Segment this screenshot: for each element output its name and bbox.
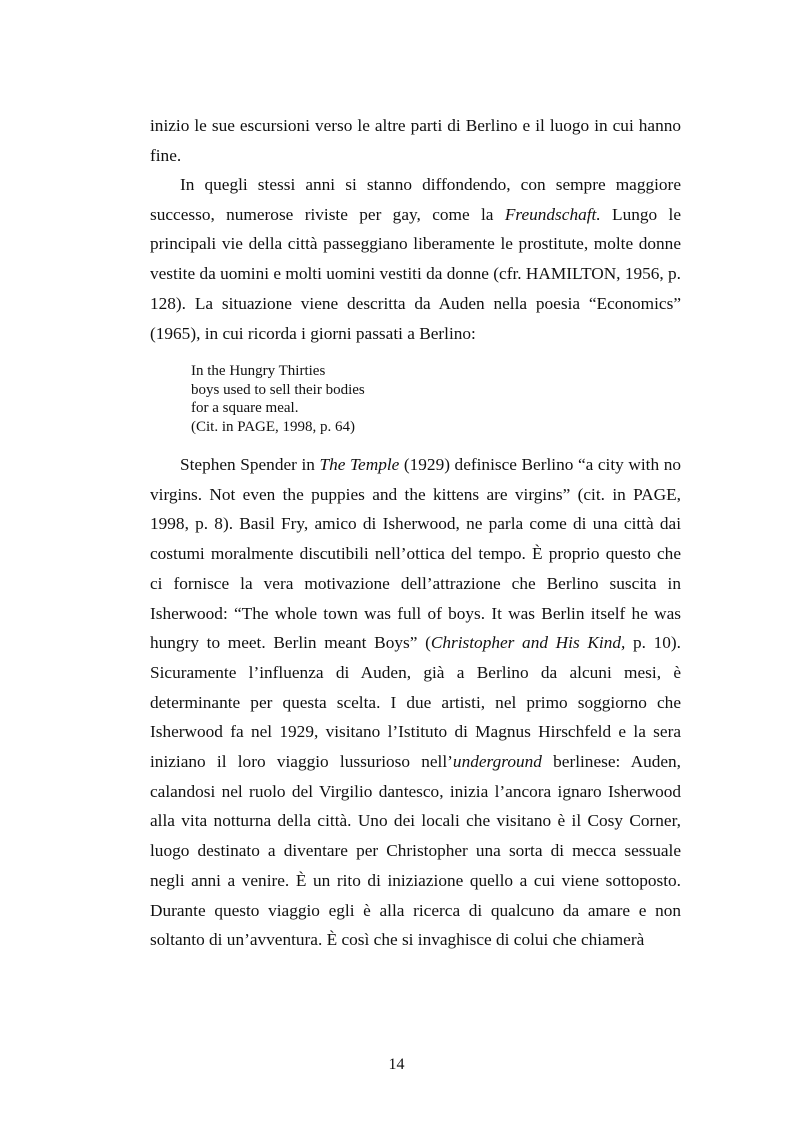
text-span: In quegli stessi anni si stanno diffondendo, con sempre maggiore successo, numerose riviste per gay, come la: [150, 175, 681, 224]
italic-title: Christopher and His Kind,: [430, 633, 626, 653]
paragraph-text: inizio le sue escursioni verso le altre parti di Berlino e il luogo in cui hanno fine.: [150, 116, 681, 165]
block-quote: [191, 362, 365, 436]
paragraph-text: [150, 170, 681, 348]
text-span: berlinese: Auden, calandosi nel ruolo del Virgilio dantesco, inizia l’ancora ignaro Isherwood alla vita notturna della città. Uno dei locali che visitano è il Cosy Corner, luogo destinato a diventare per Christopher una sorta di mecca sessuale negli anni a venire. È un rito di iniziazione quello a cui viene sottoposto. Durante questo viaggio egli è alla ricerca di qualcuno da amare e non soltanto di un’avventura. È così che si invaghisce di colui che chiamerà: [150, 752, 681, 950]
italic-title: Freundschaft.: [504, 204, 601, 224]
paragraph-text: [150, 450, 681, 955]
paragraph-continuation: [150, 111, 681, 170]
page-number: 14: [388, 1056, 405, 1073]
quote-line: In the Hungry Thirties: [191, 363, 326, 379]
text-span: p. 10). Sicuramente l’influenza di Auden, già a Berlino da alcuni mesi, è determinante per questa scelta. I due artisti, nel primo soggiorno che Isherwood fa nel 1929, visitano l’Istituto di Magnus Hirschfeld e la sera iniziano il loro viaggio lussurioso nell’: [150, 633, 681, 772]
italic-term: underground: [452, 752, 542, 772]
paragraph-magazines: [150, 170, 681, 348]
text-span: (1929) definisce Berlino “a city with no virgins. Not even the puppies and the kittens are virgins” (cit. in PAGE, 1998, p. 8). Basil Fry, amico di Isherwood, ne parla come di una città dai costumi moralmente discutibili nell’ottica del tempo. È proprio questo che ci fornisce la vera motivazione dell’attrazione che Berlino suscita in Isherwood: “The whole town was full of boys. It was Berlin itself he was hungry to meet. Berlin meant Boys” (: [150, 455, 681, 653]
quote-line: boys used to sell their bodies: [191, 381, 365, 398]
quote-line: for a square meal.: [191, 400, 299, 416]
text-span: Stephen Spender in: [180, 455, 320, 474]
paragraph-spender: [150, 450, 681, 955]
text-span: Lungo le principali vie della città passeggiano liberamente le prostitute, molte donne vestite da uomini e molti uomini vestiti da donne (cfr. HAMILTON, 1956, p. 128). La situazione viene descritta da Auden nella poesia “Economics” (1965), in cui ricorda i giorni passati a Berlino:: [150, 204, 681, 343]
quote-citation: (Cit. in PAGE, 1998, p. 64): [191, 418, 356, 435]
italic-title: The Temple: [319, 455, 400, 474]
